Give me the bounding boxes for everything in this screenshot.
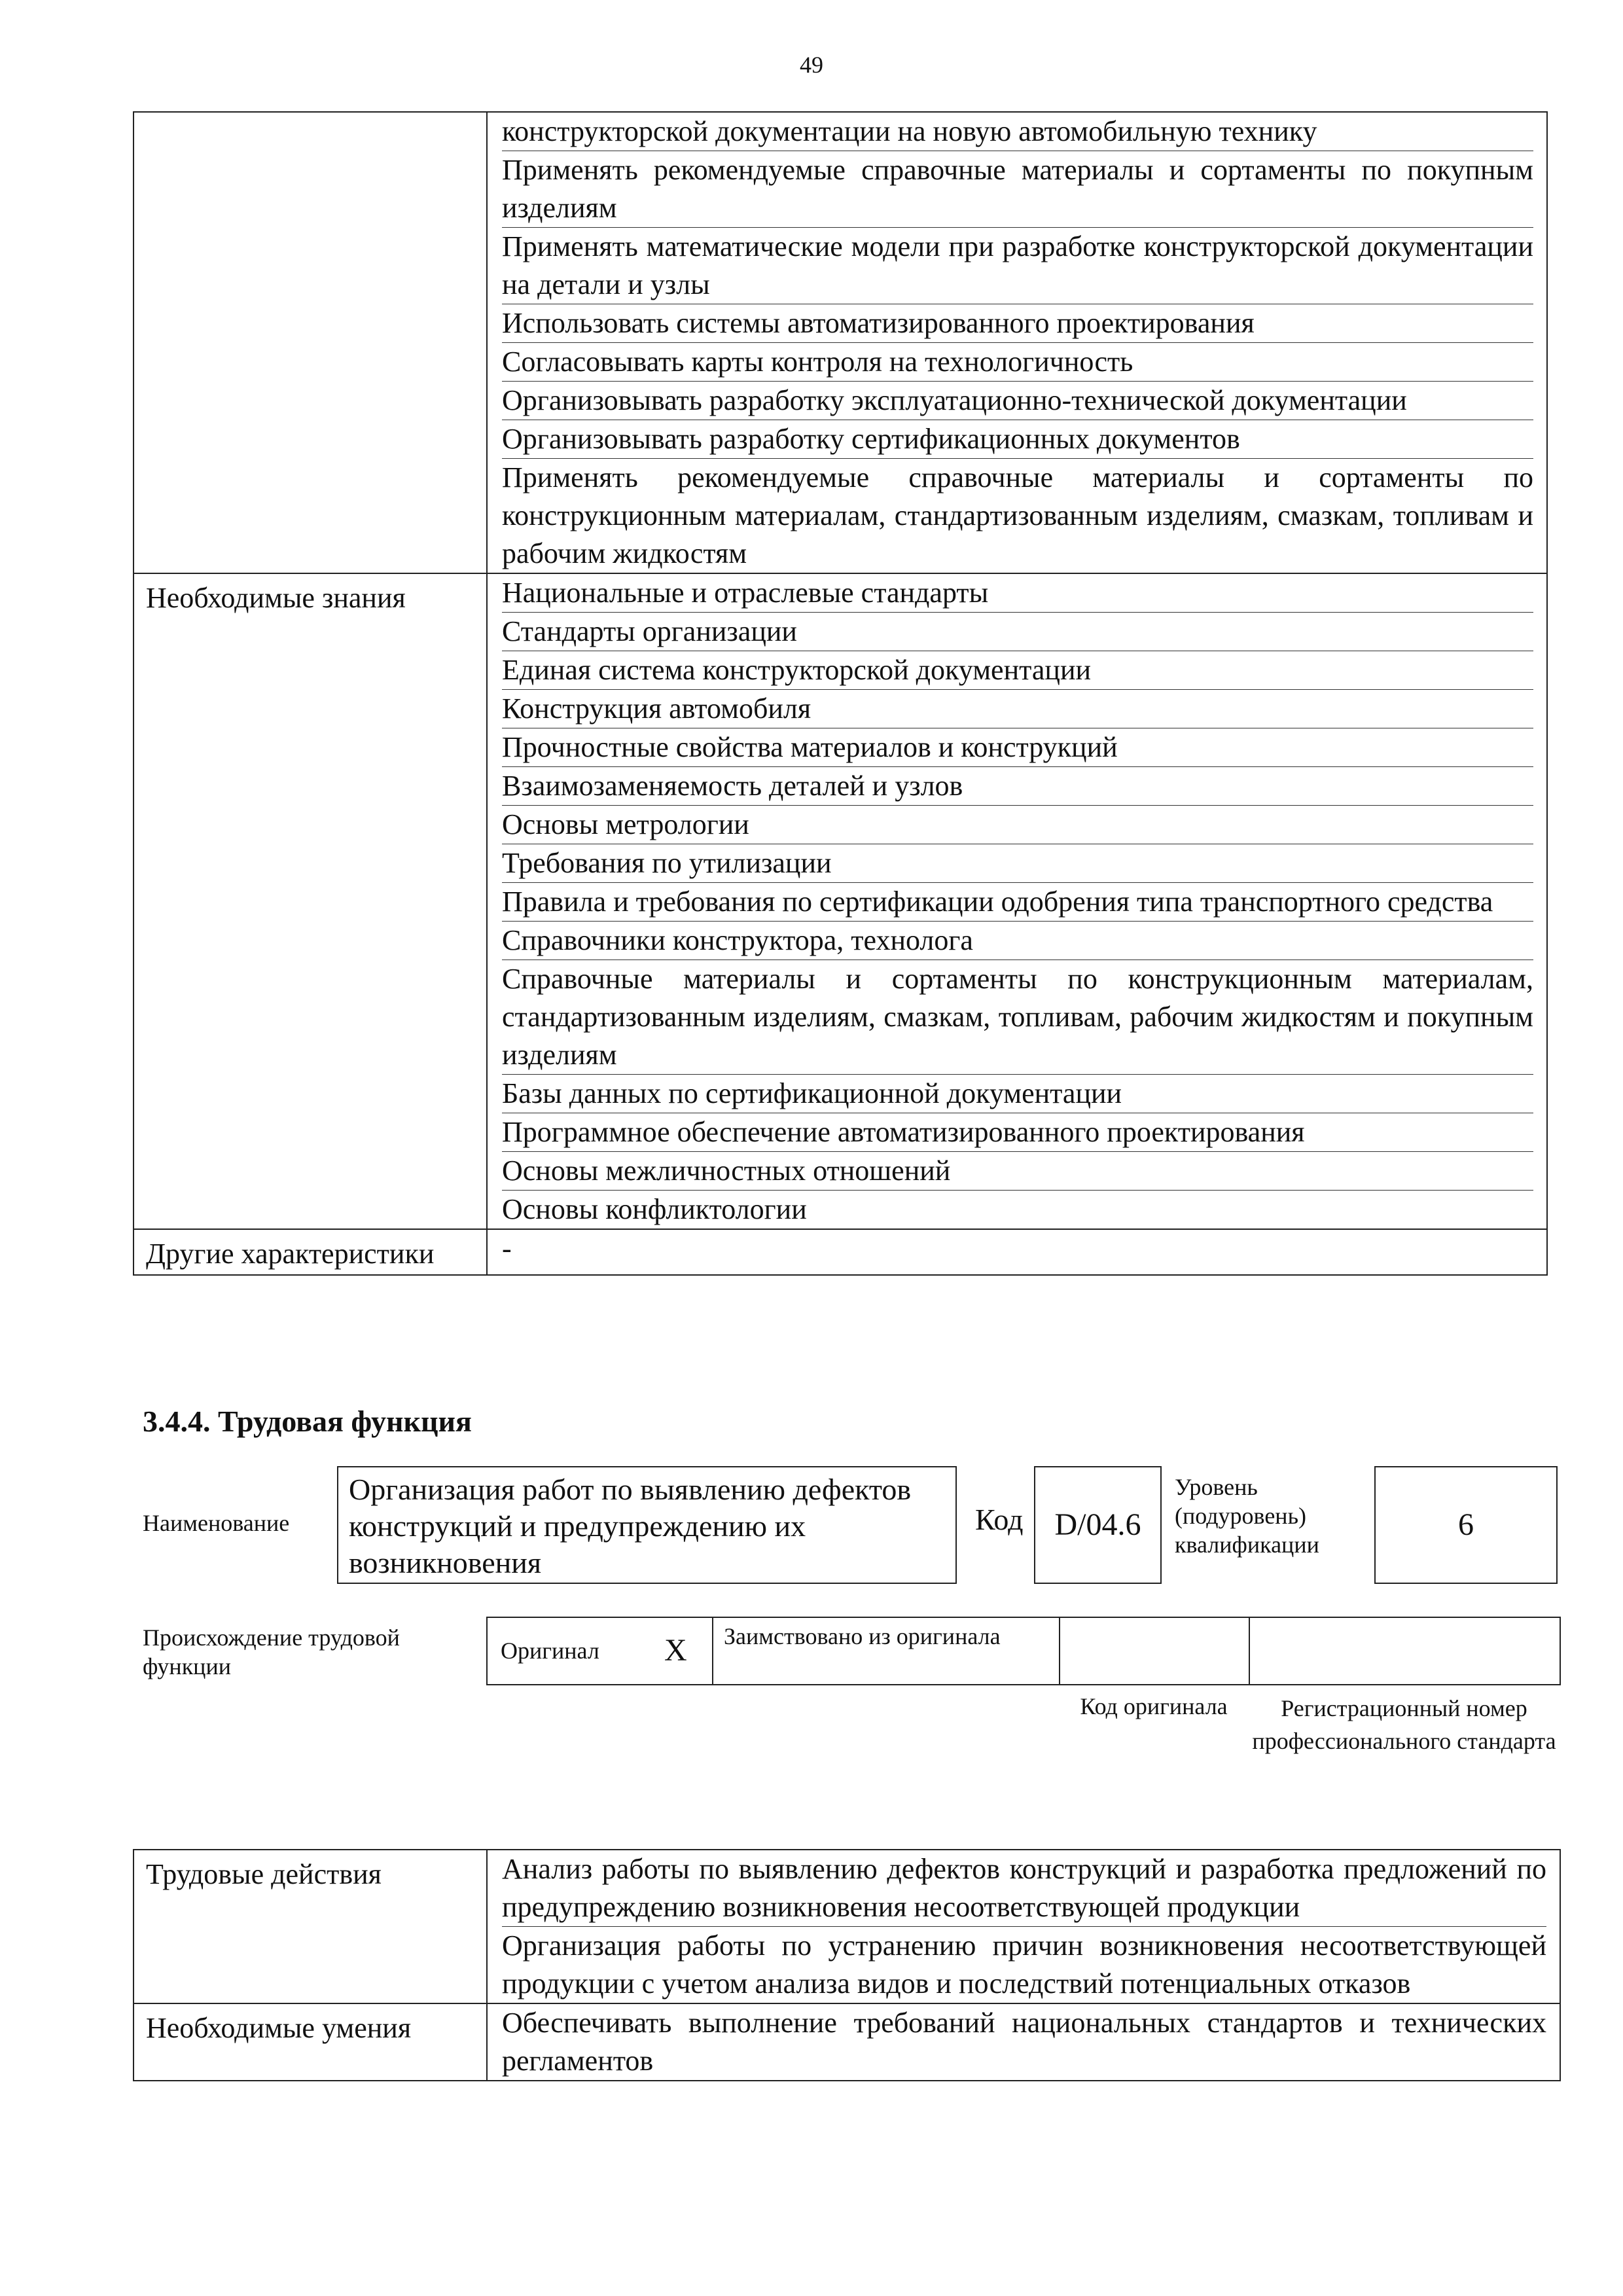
list-item: Требования по утилизации — [502, 844, 1533, 883]
list-item: Основы конфликтологии — [502, 1193, 807, 1225]
origin-label: Происхождение трудовой функции — [143, 1624, 400, 1679]
list-item: Прочностные свойства материалов и конструкций — [502, 728, 1533, 767]
knowledge-label: Необходимые знания — [134, 573, 487, 1229]
list-item: Основы межличностных отношений — [502, 1152, 1533, 1191]
list-item: Применять рекомендуемые справочные материалы и сортаменты по покупным изделиям — [502, 151, 1533, 228]
skills-label: Необходимые умения — [134, 2003, 487, 2081]
list-item: Обеспечивать выполнение требований национальных стандартов и технических регламентов — [502, 2007, 1546, 2077]
original-cell — [487, 1617, 713, 1685]
reg-number-caption: Регистрационный номер профессионального стандарта — [1252, 1695, 1556, 1754]
function-name-box: Организация работ по выявлению дефектов конструкций и предупреждению их возникновения — [337, 1466, 957, 1584]
code-label: Код — [975, 1503, 1024, 1536]
skills-row — [134, 2003, 1560, 2081]
skills-continued-cell — [487, 112, 1547, 573]
other-label: Другие характеристики — [134, 1229, 487, 1275]
other-cell — [487, 1229, 1547, 1275]
top-requirements-table — [133, 111, 1548, 1276]
other-row — [134, 1229, 1547, 1275]
list-item: Применять математические модели при разработке конструкторской документации на детали и узлы — [502, 228, 1533, 304]
list-item: Применять рекомендуемые справочные материалы и сортаменты по конструкционным материалам, стандартизованным изделиям, смазкам, топливам и рабочим жидкостям — [502, 461, 1533, 569]
list-item: Организовывать разработку сертификационных документов — [502, 420, 1533, 459]
origin-table — [486, 1617, 1561, 1685]
original-label: Оригинал — [501, 1638, 599, 1664]
list-item: Основы метрологии — [502, 806, 1533, 844]
level-value-box: 6 — [1374, 1466, 1558, 1584]
list-item: Национальные и отраслевые стандарты — [502, 574, 1533, 613]
list-item: Программное обеспечение автоматизированного проектирования — [502, 1113, 1533, 1152]
actions-cell — [487, 1850, 1560, 2003]
skills-cell — [487, 2003, 1560, 2081]
bottom-requirements-table — [133, 1849, 1561, 2081]
list-item: Анализ работы по выявлению дефектов конструкций и разработка предложений по предупреждению возникновения несоответствующей продукции — [502, 1850, 1546, 1927]
page-number: 49 — [800, 52, 823, 78]
list-item: Стандарты организации — [502, 613, 1533, 651]
original-mark: X — [664, 1633, 687, 1668]
empty-label-cell — [134, 112, 487, 573]
list-item: Правила и требования по сертификации одобрения типа транспортного средства — [502, 883, 1533, 922]
code-original-cell — [1060, 1617, 1249, 1685]
list-item: Справочники конструктора, технолога — [502, 922, 1533, 960]
level-label: Уровень (подуровень) квалификации — [1175, 1474, 1319, 1558]
list-item: Базы данных по сертификационной документации — [502, 1075, 1533, 1113]
list-item: Справочные материалы и сортаменты по конструкционным материалам, стандартизованным изделиям, смазкам, топливам, рабочим жидкостям и покупным изделиям — [502, 960, 1533, 1075]
section-title: 3.4.4. Трудовая функция — [143, 1405, 472, 1438]
list-item: Согласовывать карты контроля на технологичность — [502, 343, 1533, 382]
reg-number-cell — [1249, 1617, 1560, 1685]
actions-row — [134, 1850, 1560, 2003]
list-item: Взаимозаменяемость деталей и узлов — [502, 767, 1533, 806]
knowledge-row — [134, 573, 1547, 1229]
list-item: Организовывать разработку эксплуатационно-технической документации — [502, 382, 1533, 420]
code-value-box: D/04.6 — [1034, 1466, 1162, 1584]
name-label: Наименование — [143, 1510, 290, 1536]
actions-label: Трудовые действия — [134, 1850, 487, 2003]
list-item: Конструкция автомобиля — [502, 690, 1533, 728]
borrowed-label: Заимствовано из оригинала — [724, 1623, 1001, 1649]
list-item: Использовать системы автоматизированного проектирования — [502, 304, 1533, 343]
code-original-caption: Код оригинала — [1080, 1693, 1228, 1719]
knowledge-cell — [487, 573, 1547, 1229]
list-item: конструкторской документации на новую автомобильную технику — [502, 113, 1533, 151]
skills-continued-row — [134, 112, 1547, 573]
other-value: - — [502, 1232, 512, 1265]
borrowed-cell — [713, 1617, 1060, 1685]
list-item: Единая система конструкторской документации — [502, 651, 1533, 690]
list-item: Организация работы по устранению причин возникновения несоответствующей продукции с учетом анализа видов и последствий потенциальных отказов — [502, 1929, 1546, 2000]
